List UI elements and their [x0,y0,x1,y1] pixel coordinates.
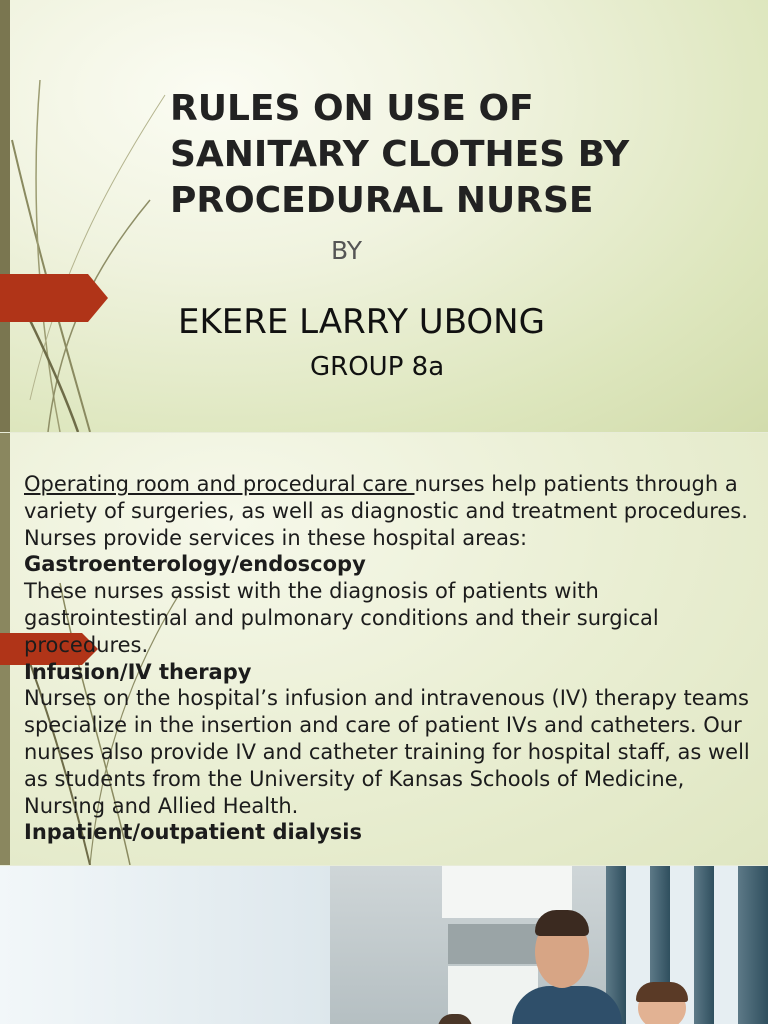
group-label: GROUP 8a [310,352,445,382]
photo-person-hair [535,910,589,936]
photo-pillar [694,866,714,1024]
section-text: Nurses on the hospital’s infusion and intravenous (IV) therapy teams specialize in the insertion and care of patient IVs and catheters. Our nurses also provide IV and catheter training for hospital staff, as well as students from the University of Kansas Schools of Medicine, Nursing and Allied Health. [24,686,750,818]
photo-pillar [738,866,768,1024]
intro-text: nurses help patients through a variety of surgeries, as well as diagnostic and treatment procedures. Nurses provide services in these hospital areas: [24,472,748,550]
section-heading: Gastroenterology/endoscopy [24,552,366,577]
photo-background-wall [0,866,330,1024]
red-arrow-tag [0,274,108,322]
section-heading: Infusion/IV therapy [24,659,252,684]
slide-title: RULES ON USE OF SANITARY CLOTHES BY PROCEDURAL NURSE [170,88,630,221]
photo-person-body [512,986,622,1024]
content-body [24,471,754,846]
section-heading: Inpatient/outpatient dialysis [24,820,362,845]
title-slide [0,0,768,432]
section-text: These nurses assist with the diagnosis of patients with gastrointestinal and pulmonary conditions and their surgical procedures. [24,579,659,657]
intro-link[interactable]: Operating room and procedural care [24,472,415,496]
author-name: EKERE LARRY UBONG [178,302,545,342]
photo-slide [0,866,768,1024]
by-label: BY [331,236,363,265]
content-slide [0,433,768,865]
photo-person-hair [636,982,688,1002]
